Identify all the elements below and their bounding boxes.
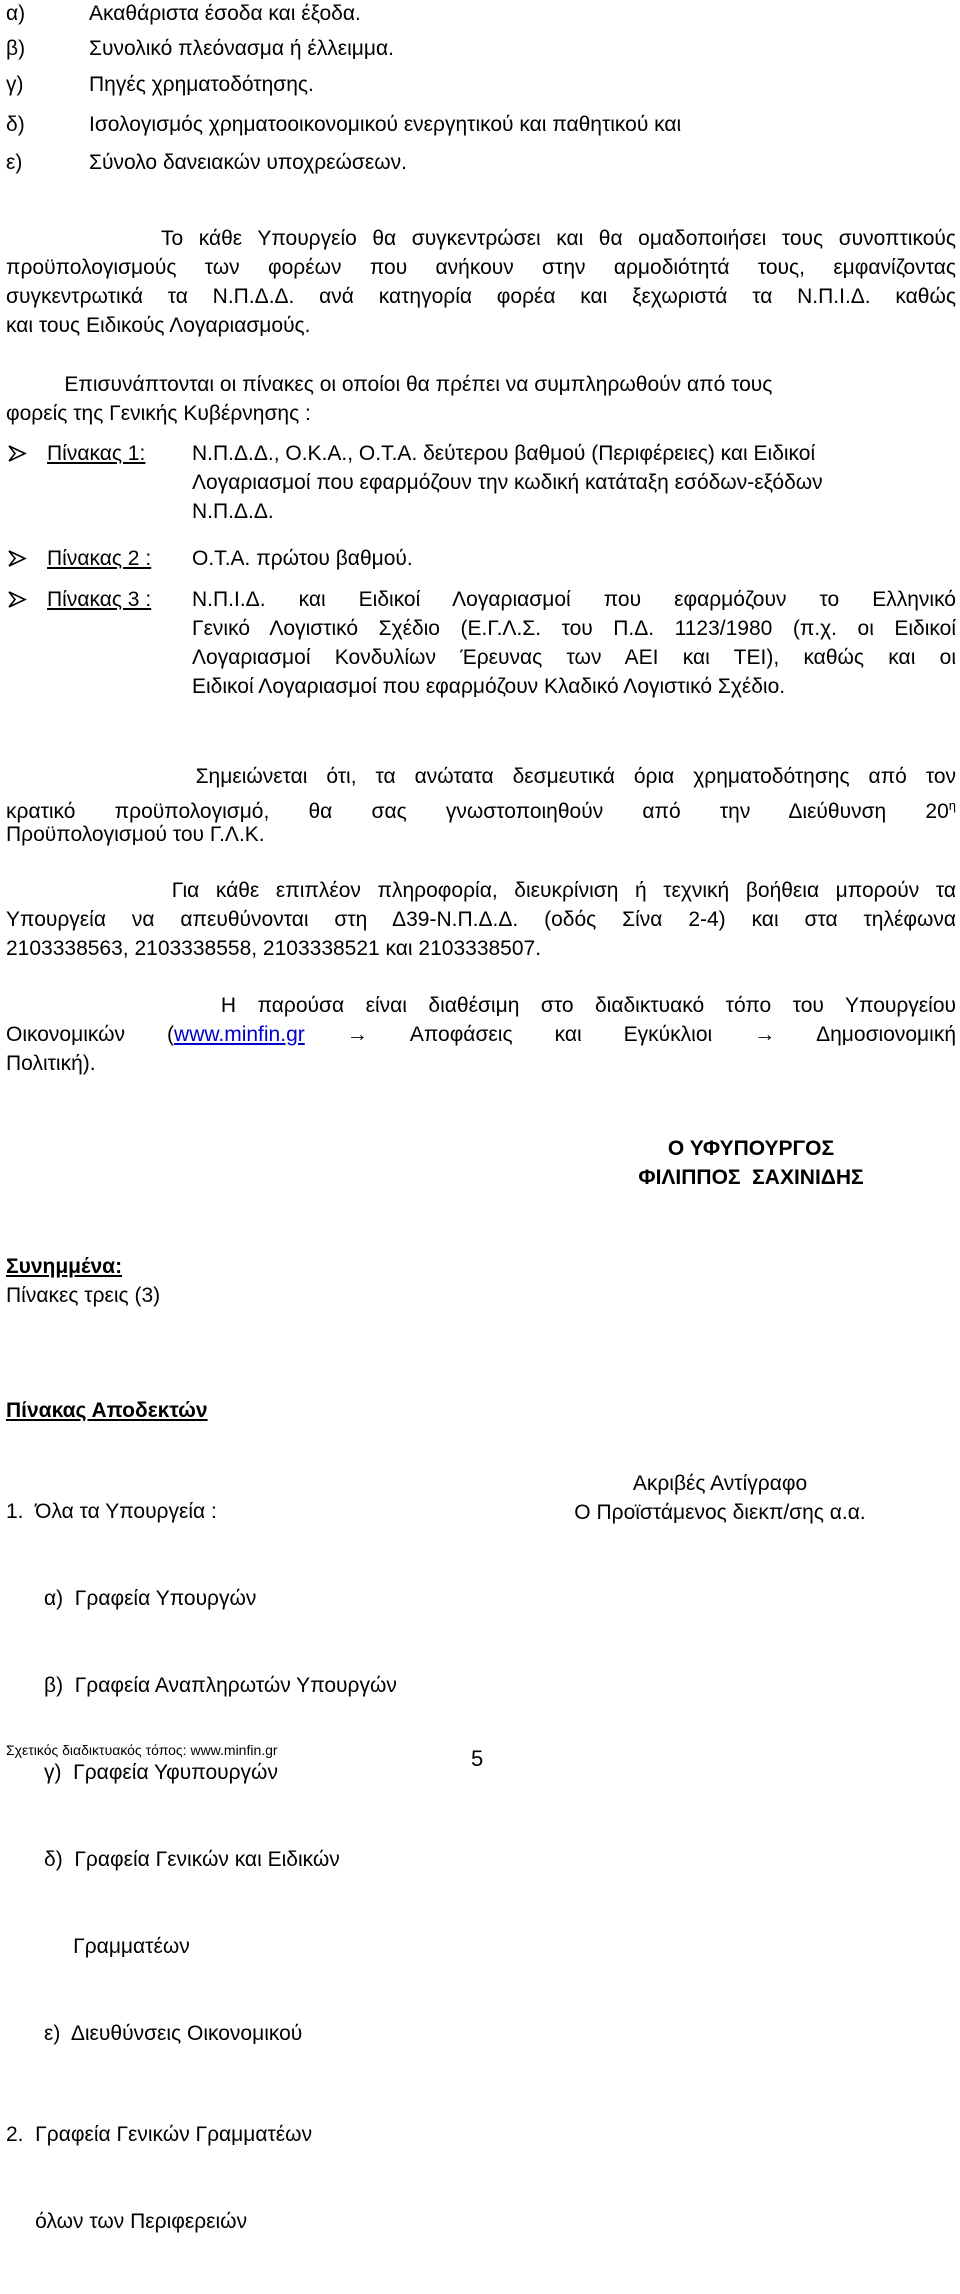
list-text: Πηγές χρηματοδότησης. (89, 73, 314, 96)
list-text: Ισολογισμός χρηματοοικονομικού ενεργητικού και παθητικού και (89, 113, 682, 136)
paragraph-line: Σημειώνεται ότι, τα ανώτατα δεσμευτικά όρια χρηματοδότησης από τον (6, 765, 956, 788)
table-description-line: Λογαριασμοί Κονδυλίων Έρευνας των ΑΕΙ και ΤΕΙ), καθώς και οι (192, 646, 956, 669)
paragraph-line: και τους Ειδικούς Λογαριασμούς. (6, 314, 311, 337)
arrow-bullet-icon (6, 544, 30, 573)
list-label: β) (6, 37, 26, 60)
signature-block (551, 1134, 951, 1192)
recipients-section (6, 1338, 397, 2294)
arrow-bullet-icon (6, 585, 30, 614)
copy-note (520, 1469, 920, 1527)
recipient-item: β) Γραφεία Αναπληρωτών Υπουργών (44, 1674, 397, 1697)
list-label: δ) (6, 113, 25, 136)
signature-name: ΦΙΛΙΠΠΟΣ ΣΑΧΙΝΙΔΗΣ (638, 1166, 864, 1189)
list-text: Ακαθάριστα έσοδα και έξοδα. (89, 2, 361, 25)
recipient-item: Γραμματέων (44, 1935, 190, 1958)
paragraph-line: Το κάθε Υπουργείο θα συγκεντρώσει και θα ομαδοποιήσει τους συνοπτικούς (6, 227, 956, 250)
recipient-item: δ) Γραφεία Γενικών και Ειδικών (44, 1848, 340, 1871)
paragraph-text: κρατικό προϋπολογισμό, θα σας γνωστοποιηθούν από την Διεύθυνση 20 (6, 800, 949, 823)
paragraph-availability (6, 991, 956, 1078)
paragraph-funding-limits (6, 762, 956, 849)
paragraph-line: Για κάθε επιπλέον πληροφορία, διευκρίνιση ή τεχνική βοήθεια μπορούν τα (6, 879, 956, 902)
page-number: 5 (471, 1746, 484, 1771)
paragraph-text: Οικονομικών ( (6, 1023, 175, 1046)
list-label: ε) (6, 151, 23, 174)
paragraph-consolidation (6, 224, 956, 340)
list-text: Σύνολο δανειακών υποχρεώσεων. (89, 151, 407, 174)
copy-note-signer: Ο Προϊστάμενος διεκπ/σης α.α. (574, 1501, 866, 1524)
attachments-text: Πίνακες τρεις (3) (6, 1284, 161, 1307)
paragraph-line (6, 791, 956, 823)
recipient-group: 2. Γραφεία Γενικών Γραμματέων (6, 2123, 313, 2146)
list-text: Συνολικό πλεόνασμα ή έλλειμμα. (89, 37, 394, 60)
paragraph-line: Η παρούσα είναι διαθέσιμη στο διαδικτυακό τόπο του Υπουργείου (6, 994, 956, 1017)
table-title: Πίνακας 2 : (47, 547, 152, 570)
arrow-bullet-icon (6, 439, 30, 468)
table-description-line: Ν.Π.Δ.Δ., Ο.Κ.Α., Ο.Τ.Α. δεύτερου βαθμού (Περιφέρειες) και Ειδικοί (192, 442, 816, 465)
paragraph-attached-tables (6, 370, 956, 428)
table-description-line: Γενικό Λογιστικό Σχέδιο (Ε.Γ.Λ.Σ. του Π.Δ. 1123/1980 (π.χ. οι Ειδικοί (192, 617, 956, 640)
paragraph-line: συγκεντρωτικά τα Ν.Π.Δ.Δ. ανά κατηγορία φορέα και ξεχωριστά τα Ν.Π.Ι.Δ. καθώς (6, 285, 956, 308)
paragraph-line: φορείς της Γενικής Κυβέρνησης : (6, 402, 311, 425)
footer-website: Σχετικός διαδικτυακός τόπος: www.minfin.gr (6, 1742, 278, 1758)
recipient-item: ε) Διευθύνσεις Οικονομικού (44, 2022, 303, 2045)
list-label: γ) (6, 73, 24, 96)
recipient-item: α) Γραφεία Υπουργών (44, 1587, 257, 1610)
recipient-group-continued: όλων των Περιφερειών (6, 2210, 248, 2233)
paragraph-line: Προϋπολογισμού του Γ.Λ.Κ. (6, 823, 265, 846)
copy-note-title: Ακριβές Αντίγραφο (632, 1472, 808, 1495)
paragraph-line: προϋπολογισμούς των φορέων που ανήκουν στην αρμοδιότητά τους, εμφανίζοντας (6, 256, 956, 279)
table-title: Πίνακας 1: (47, 442, 146, 465)
superscript: η (948, 798, 956, 813)
recipient-item: γ) Γραφεία Υφυπουργών (44, 1761, 278, 1784)
list-label: α) (6, 2, 26, 25)
table-description-line: Ν.Π.Δ.Δ. (192, 500, 274, 523)
paragraph-contact (6, 876, 956, 963)
signature-title: Ο ΥΦΥΠΟΥΡΓΟΣ (667, 1137, 835, 1160)
table-description-line: Ο.Τ.Α. πρώτου βαθμού. (192, 547, 413, 570)
paragraph-line: Πολιτική). (6, 1052, 96, 1075)
table-description-line: Λογαριασμοί που εφαρμόζουν την κωδική κατάταξη εσόδων-εξόδων (192, 471, 823, 494)
paragraph-line: 2103338563, 2103338558, 2103338521 και 2103338507. (6, 937, 542, 960)
table-description-line: Ειδικοί Λογαριασμοί που εφαρμόζουν Κλαδικό Λογιστικό Σχέδιο. (192, 675, 786, 698)
minfin-link[interactable]: www.minfin.gr (174, 1023, 305, 1046)
recipients-heading: Πίνακας Αποδεκτών (6, 1399, 208, 1422)
attachments-section (6, 1252, 160, 1310)
table-title: Πίνακας 3 : (47, 588, 152, 611)
paragraph-line (6, 1020, 956, 1049)
paragraph-text: → Αποφάσεις και Εγκύκλιοι → Δημοσιονομική (304, 1023, 957, 1046)
paragraph-line: Υπουργεία να απευθύνονται στη Δ39-Ν.Π.Δ.Δ. (οδός Σίνα 2-4) και στα τηλέφωνα (6, 908, 956, 931)
attachments-heading: Συνημμένα: (6, 1255, 123, 1278)
recipient-group: 1. Όλα τα Υπουργεία : (6, 1500, 217, 1523)
paragraph-line: Επισυνάπτονται οι πίνακες οι οποίοι θα πρέπει να συμπληρωθούν από τους (6, 373, 773, 396)
table-description-line: Ν.Π.Ι.Δ. και Ειδικοί Λογαριασμοί που εφαρμόζουν το Ελληνικό (192, 588, 956, 611)
